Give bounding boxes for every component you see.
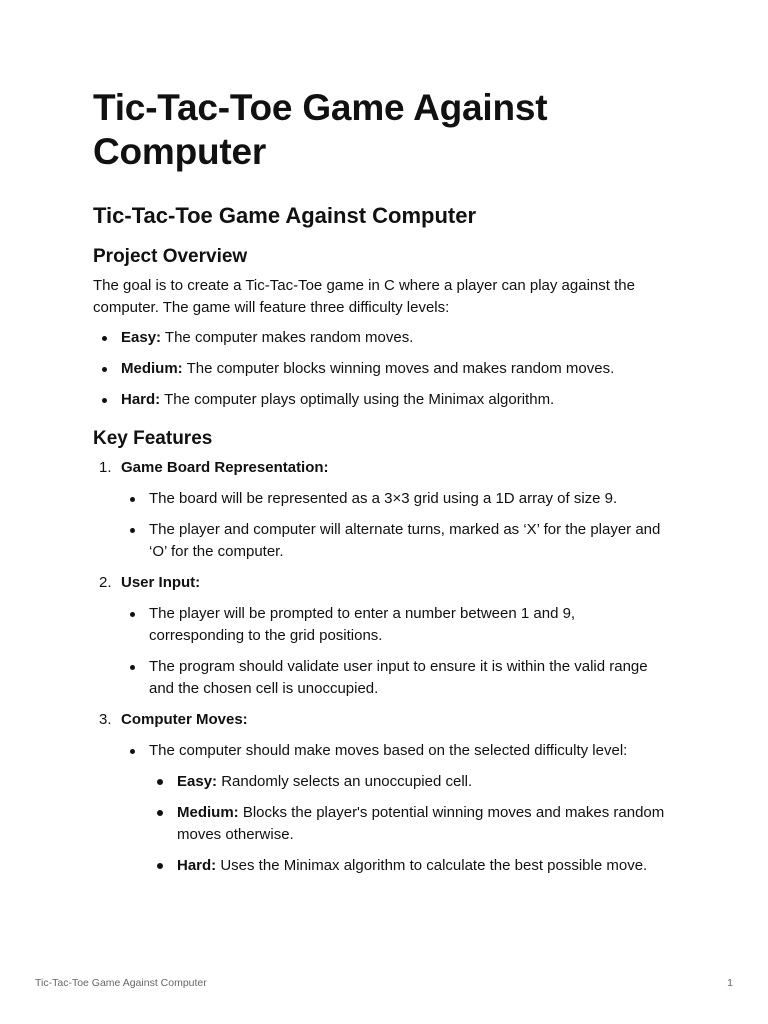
feature-bullets (121, 488, 673, 563)
difficulty-text: Blocks the player's potential winning moves and makes random moves otherwise. (177, 804, 665, 843)
difficulty-text: The computer blocks winning moves and makes random moves. (182, 360, 615, 377)
document-page (93, 86, 673, 886)
difficulty-label: Hard: (177, 857, 217, 874)
difficulty-label: Medium: (121, 360, 183, 377)
feature-item-board (93, 457, 673, 563)
difficulty-item-medium (93, 358, 673, 380)
document-subtitle: Tic-Tac-Toe Game Against Computer (93, 203, 477, 228)
difficulty-item-hard (93, 389, 673, 411)
list-item: The board will be represented as a 3×3 grid using a 1D array of size 9. (121, 488, 673, 510)
footer-title: Tic-Tac-Toe Game Against Computer (35, 977, 207, 989)
list-item-text: The computer should make moves based on the selected difficulty level: (149, 742, 628, 759)
feature-item-computer-moves (93, 709, 673, 877)
feature-number: 2. (99, 574, 112, 591)
computer-difficulty-list (149, 771, 673, 877)
difficulty-text: The computer plays optimally using the Minimax algorithm. (160, 391, 555, 408)
features-heading: Key Features (93, 428, 213, 449)
feature-item-input (93, 572, 673, 700)
difficulty-item-easy (93, 327, 673, 349)
list-item: The player will be prompted to enter a number between 1 and 9, corresponding to the grid positions. (121, 603, 673, 647)
difficulty-text: Randomly selects an unoccupied cell. (217, 773, 473, 790)
features-list (93, 457, 673, 877)
difficulty-list (93, 327, 673, 411)
difficulty-label: Easy: (121, 329, 162, 346)
difficulty-text: Uses the Minimax algorithm to calculate the best possible move. (216, 857, 648, 874)
difficulty-label: Hard: (121, 391, 161, 408)
feature-title: User Input: (121, 574, 201, 591)
list-item: The player and computer will alternate turns, marked as ‘X’ for the player and ‘O’ for the computer. (121, 519, 673, 563)
difficulty-text: The computer makes random moves. (161, 329, 414, 346)
feature-title: Game Board Representation: (121, 459, 329, 476)
computer-difficulty-easy (149, 771, 673, 793)
overview-paragraph: The goal is to create a Tic-Tac-Toe game in C where a player can play against the computer. The game will feature three difficulty levels: (93, 277, 635, 316)
feature-number: 3. (99, 711, 112, 728)
list-item (121, 740, 673, 877)
feature-title: Computer Moves: (121, 711, 248, 728)
feature-number: 1. (99, 459, 112, 476)
list-item: The program should validate user input to ensure it is within the valid range and the chosen cell is unoccupied. (121, 656, 673, 700)
document-title: Tic-Tac-Toe Game Against Computer (93, 87, 548, 172)
difficulty-label: Medium: (177, 804, 239, 821)
difficulty-label: Easy: (177, 773, 218, 790)
overview-heading: Project Overview (93, 246, 248, 267)
computer-difficulty-medium (149, 802, 673, 846)
page-number: 1 (727, 977, 733, 989)
feature-bullets (121, 740, 673, 877)
computer-difficulty-hard (149, 855, 673, 877)
feature-bullets (121, 603, 673, 700)
